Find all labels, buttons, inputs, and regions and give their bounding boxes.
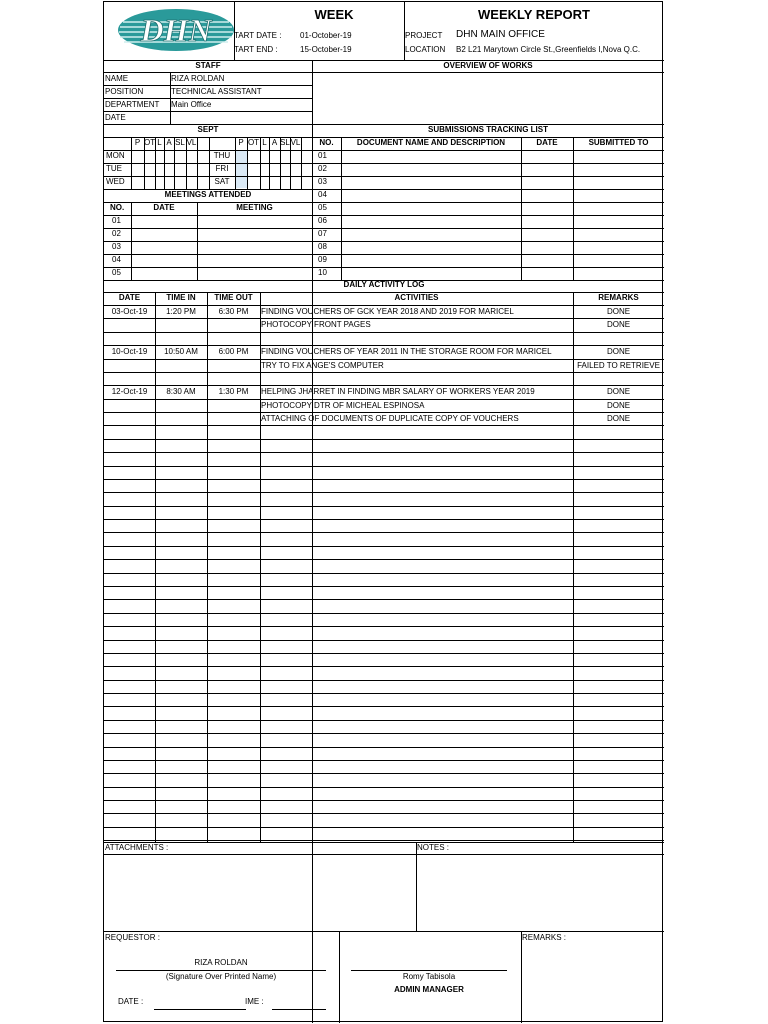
grid-line (312, 267, 664, 268)
attachments-label: ATTACHMENTS : (105, 843, 169, 852)
position-label: POSITION (105, 87, 144, 96)
attendance-title: SEPT (197, 125, 219, 134)
grid-line (104, 124, 664, 125)
log-row-time-in: 8:30 AM (166, 387, 196, 397)
grid-line (312, 60, 313, 1023)
grid-line (104, 773, 664, 774)
grid-line (207, 292, 208, 842)
day-sat: SAT (214, 177, 230, 186)
grid-line (104, 693, 664, 694)
grid-line (164, 137, 165, 189)
position-value: TECHNICAL ASSISTANT (171, 87, 262, 96)
grid-line (301, 137, 302, 189)
day-tue: TUE (106, 164, 122, 173)
grid-line (339, 931, 340, 1023)
grid-line (104, 150, 664, 151)
grid-line (104, 254, 312, 255)
grid-line (104, 345, 664, 346)
grid-line (186, 137, 187, 189)
grid-line (104, 573, 664, 574)
grid-line (104, 931, 664, 932)
log-row-remarks: DONE (606, 414, 631, 424)
meeting-row-no: 02 (112, 229, 121, 238)
grid-line (144, 137, 145, 189)
sub-col-no: NO. (319, 138, 334, 147)
grid-line (209, 137, 210, 189)
notes-label: NOTES : (417, 843, 450, 852)
date-line (154, 1009, 246, 1010)
grid-line (104, 412, 664, 413)
grid-line (155, 292, 156, 842)
grid-line (104, 546, 664, 547)
grid-line (104, 640, 664, 641)
log-row-remarks: FAILED TO RETRIEVE (577, 360, 660, 370)
day-thu: THU (213, 151, 231, 160)
project-label: PROJECT (405, 31, 443, 40)
grid-line (104, 292, 664, 293)
name-label: NAME (105, 74, 129, 83)
staff-title: STAFF (195, 61, 221, 70)
log-row-activity: TRY TO FIX ANGE'S COMPUTER (261, 360, 384, 370)
name-value: RIZA ROLDAN (171, 74, 225, 83)
meetings-col-no: NO. (110, 203, 125, 212)
location-label: LOCATION (405, 45, 446, 54)
grid-line (104, 800, 664, 801)
log-row-time-in: 10:50 AM (164, 347, 198, 357)
submission-row-no: 07 (318, 229, 327, 238)
log-row-time-out: 6:30 PM (218, 307, 249, 316)
submission-row-no: 09 (318, 255, 327, 264)
meetings-col-date: DATE (153, 203, 175, 212)
att-code-a: A (166, 138, 172, 147)
grid-line (104, 359, 664, 360)
sub-col-doc: DOCUMENT NAME AND DESCRIPTION (356, 138, 506, 147)
grid-line (104, 813, 664, 814)
log-row-time-out: 6:00 PM (218, 347, 249, 357)
grid-line (312, 202, 664, 203)
date-label: DATE (105, 113, 126, 122)
grid-line (104, 215, 312, 216)
grid-line (104, 613, 664, 614)
meetings-title: MEETINGS ATTENDED (164, 190, 252, 199)
att-code-ot: OT (144, 138, 156, 147)
submission-row-no: 06 (318, 216, 327, 225)
log-row-activity: PHOTOCOPY FRONT PAGES (261, 320, 371, 330)
department-label: DEPARTMENT (105, 100, 160, 109)
grid-line (104, 60, 664, 61)
meeting-row-no: 03 (112, 242, 121, 251)
submission-row-no: 05 (318, 203, 327, 212)
grid-line (104, 842, 664, 843)
grid-line (104, 720, 664, 721)
att-code-l: L (262, 138, 267, 147)
att-code-sl: SL (280, 138, 290, 147)
grid-line (260, 137, 261, 189)
grid-line (104, 85, 312, 86)
log-col-remarks: REMARKS (598, 293, 639, 302)
submission-row-no: 02 (318, 164, 327, 173)
end-date-value: 15-October-19 (300, 45, 352, 54)
att-code-vl: VL (290, 138, 301, 147)
signature-line (351, 970, 507, 971)
grid-line (104, 827, 664, 828)
remarks-label: REMARKS : (522, 933, 567, 942)
start-date-label: TART DATE : (234, 31, 282, 40)
submissions-title: SUBMISSIONS TRACKING LIST (427, 125, 548, 134)
grid-line (104, 506, 664, 507)
grid-line (104, 332, 664, 333)
grid-line (104, 559, 664, 560)
submission-row-no: 03 (318, 177, 327, 186)
grid-line (260, 292, 261, 842)
report-title: WEEKLY REPORT (478, 7, 590, 22)
log-col-activities: ACTIVITIES (394, 293, 439, 302)
grid-line (104, 372, 664, 373)
grid-line (312, 215, 664, 216)
grid-line (104, 519, 664, 520)
grid-line (104, 228, 312, 229)
highlight-cells (236, 150, 247, 188)
grid-line (104, 733, 664, 734)
time-line (272, 1009, 326, 1010)
grid-line (104, 626, 664, 627)
project-value: DHN MAIN OFFICE (456, 29, 545, 40)
log-row-activity: PHOTOCOPY DTR OF MICHEAL ESPINOSA (261, 400, 425, 410)
sub-col-date: DATE (536, 138, 558, 147)
grid-line (104, 98, 312, 99)
department-value: Main Office (171, 100, 212, 109)
att-code-l: L (157, 138, 162, 147)
grid-line (104, 280, 664, 281)
day-mon: MON (106, 151, 125, 160)
requestor-name: RIZA ROLDAN (194, 958, 248, 967)
grid-line (197, 202, 198, 280)
meeting-row-no: 01 (112, 216, 121, 225)
log-col-out: TIME OUT (214, 293, 253, 302)
grid-line (312, 163, 664, 164)
att-code-p: P (134, 138, 141, 147)
grid-line (573, 137, 574, 280)
log-row-activity: FINDING VOUCHERS OF YEAR 2011 IN THE STORAGE ROOM FOR MARICEL (261, 347, 552, 357)
grid-line (573, 292, 574, 842)
day-fri: FRI (215, 164, 229, 173)
grid-line (104, 305, 664, 306)
grid-line (104, 599, 664, 600)
manager-title: ADMIN MANAGER (394, 985, 464, 994)
log-row-date: 03-Oct-19 (111, 307, 148, 316)
att-code-sl: SL (175, 138, 185, 147)
log-title: DAILY ACTIVITY LOG (343, 280, 425, 289)
grid-line (104, 72, 664, 73)
grid-line (104, 137, 664, 138)
grid-line (104, 840, 664, 841)
grid-line (290, 137, 291, 189)
grid-line (404, 2, 405, 60)
grid-line (234, 2, 235, 60)
meeting-row-no: 05 (112, 268, 121, 277)
grid-line (104, 452, 664, 453)
submission-row-no: 01 (318, 151, 327, 160)
grid-line (104, 385, 664, 386)
grid-line (104, 666, 664, 667)
log-row-date: 10-Oct-19 (111, 347, 148, 357)
grid-line (521, 931, 522, 1023)
grid-line (174, 137, 175, 189)
signature-caption: (Signature Over Printed Name) (165, 972, 277, 981)
grid-line (104, 586, 664, 587)
grid-line (104, 425, 664, 426)
log-row-remarks: DONE (606, 320, 631, 330)
grid-line (104, 466, 664, 467)
grid-line (416, 842, 417, 931)
grid-line (269, 137, 270, 189)
grid-line (280, 137, 281, 189)
grid-line (104, 241, 312, 242)
end-date-label: TART END : (234, 45, 278, 54)
grid-line (104, 111, 312, 112)
grid-line (521, 137, 522, 280)
time-sign-label: IME : (245, 997, 264, 1006)
log-row-remarks: DONE (606, 347, 631, 357)
log-row-time-in: 1:20 PM (166, 307, 196, 316)
grid-line (104, 189, 312, 190)
grid-line (104, 202, 312, 203)
grid-line (170, 72, 171, 124)
log-row-activity: ATTACHING OF DOCUMENTS OF DUPLICATE COPY OF VOUCHERS (261, 414, 519, 424)
grid-line (235, 137, 236, 189)
grid-line (312, 189, 664, 190)
grid-line (341, 137, 342, 280)
manager-name: Romy Tabisola (402, 972, 456, 981)
grid-line (104, 479, 664, 480)
log-row-activity: FINDING VOUCHERS OF GCK YEAR 2018 AND 2019 FOR MARICEL (261, 307, 514, 316)
grid-line (104, 706, 664, 707)
grid-line (104, 492, 664, 493)
week-label: WEEK (314, 7, 354, 22)
grid-line (312, 176, 664, 177)
att-code-ot: OT (247, 138, 260, 147)
meetings-col-meeting: MEETING (236, 203, 273, 212)
requestor-label: REQUESTOR : (105, 933, 160, 942)
meeting-row-no: 04 (112, 255, 121, 264)
grid-line (155, 137, 156, 189)
submission-row-no: 10 (318, 268, 327, 277)
signature-line (116, 970, 326, 971)
log-row-remarks: DONE (606, 400, 631, 410)
grid-line (131, 202, 132, 280)
grid-line (104, 747, 664, 748)
att-code-a: A (271, 138, 278, 147)
grid-line (104, 653, 664, 654)
day-wed: WED (106, 177, 125, 186)
grid-line (312, 254, 664, 255)
dhn-logo (117, 8, 235, 52)
grid-line (312, 228, 664, 229)
grid-line (104, 439, 664, 440)
grid-line (104, 267, 312, 268)
log-col-date: DATE (118, 293, 141, 302)
grid-line (312, 241, 664, 242)
grid-line (104, 854, 664, 855)
grid-line (104, 532, 664, 533)
grid-line (104, 787, 664, 788)
log-row-remarks: DONE (606, 387, 631, 397)
location-value: B2 L21 Marytown Circle St.,Greenfields I,Nova Q.C. (456, 45, 641, 54)
att-code-vl: VL (186, 138, 197, 147)
grid-line (104, 318, 664, 319)
grid-line (197, 137, 198, 189)
att-code-p: P (238, 138, 244, 147)
svg-text:DHN: DHN (140, 12, 212, 48)
grid-line (104, 399, 664, 400)
weekly-report-form (103, 1, 663, 1022)
start-date-value: 01-October-19 (300, 31, 352, 40)
grid-line (131, 137, 132, 189)
log-row-date: 12-Oct-19 (111, 387, 148, 397)
sub-col-to: SUBMITTED TO (588, 138, 649, 147)
log-row-time-out: 1:30 PM (218, 387, 249, 397)
submission-row-no: 08 (318, 242, 327, 251)
submission-row-no: 04 (318, 190, 327, 199)
date-sign-label: DATE : (118, 997, 144, 1006)
grid-line (247, 137, 248, 189)
grid-line (104, 680, 664, 681)
grid-line (104, 760, 664, 761)
overview-title: OVERVIEW OF WORKS (443, 61, 533, 70)
log-row-remarks: DONE (606, 307, 631, 316)
log-col-in: TIME IN (166, 293, 196, 302)
log-row-activity: HELPING JHARRET IN FINDING MBR SALARY OF WORKERS YEAR 2019 (261, 387, 535, 397)
